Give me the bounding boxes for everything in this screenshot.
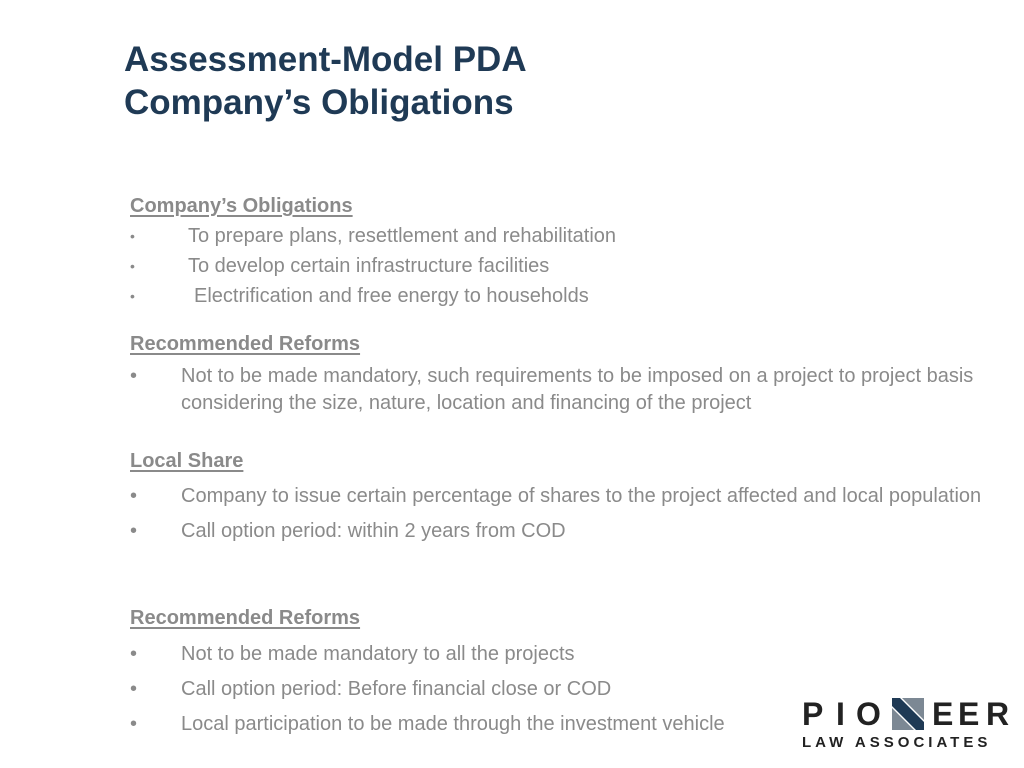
list-item	[130, 221, 616, 251]
logo-letter-p: P	[802, 696, 824, 732]
list-item-text: Call option period: Before financial close or COD	[181, 678, 612, 700]
logo-letter-e-2: E	[958, 696, 980, 732]
list-item-text: Call option period: within 2 years from COD	[181, 520, 566, 542]
list-item-text: Electrification and free energy to households	[194, 285, 589, 307]
logo-subtitle: LAW ASSOCIATES	[802, 734, 992, 751]
list-item-text: Not to be made mandatory, such requirements to be imposed on a project to project basis considering the size, nature, location and financing of the project	[181, 365, 974, 414]
local-share-list	[130, 483, 1000, 545]
logo-letter-r: R	[986, 696, 1010, 732]
list-item	[130, 641, 1000, 668]
bullet-icon: •	[130, 713, 138, 735]
section-heading-local-share: Local Share	[130, 450, 244, 472]
bullet-icon: •	[130, 485, 138, 507]
bullet-icon: •	[130, 258, 135, 274]
slide-title-line-2: Company’s Obligations	[124, 83, 514, 122]
logo-wordmark	[800, 696, 1014, 730]
bullet-icon: •	[130, 228, 135, 244]
bullet-icon: •	[130, 520, 138, 542]
logo-letter-e-1: E	[932, 696, 954, 732]
logo-letter-i: I	[836, 696, 845, 732]
list-item-text: Local participation to be made through the investment vehicle	[181, 713, 725, 735]
slide-title	[124, 38, 527, 124]
list-item	[130, 363, 1000, 417]
bullet-icon: •	[130, 643, 138, 665]
list-item	[130, 518, 1000, 545]
list-item	[130, 251, 616, 281]
company-obligations-list	[130, 221, 616, 311]
list-item	[130, 483, 1000, 510]
list-item-text: To prepare plans, resettlement and rehabilitation	[188, 225, 617, 247]
section-heading-recommended-reforms-2: Recommended Reforms	[130, 607, 361, 629]
bullet-icon: •	[130, 365, 138, 387]
recommended-reforms-list-1	[130, 363, 1000, 417]
slide-title-line-1: Assessment-Model PDA	[124, 40, 527, 79]
list-item-text: Company to issue certain percentage of shares to the project affected and local population	[181, 485, 982, 507]
bullet-icon: •	[130, 678, 138, 700]
bullet-icon: •	[130, 288, 135, 304]
list-item-text: To develop certain infrastructure facilities	[188, 255, 550, 277]
section-heading-recommended-reforms-1: Recommended Reforms	[130, 333, 361, 355]
pioneer-law-associates-logo	[800, 696, 1014, 756]
logo-n-mark-icon	[892, 698, 924, 730]
section-heading-company-obligations: Company’s Obligations	[130, 195, 353, 217]
list-item-text: Not to be made mandatory to all the projects	[181, 643, 575, 665]
logo-letter-o: O	[856, 696, 881, 732]
list-item	[130, 281, 616, 311]
